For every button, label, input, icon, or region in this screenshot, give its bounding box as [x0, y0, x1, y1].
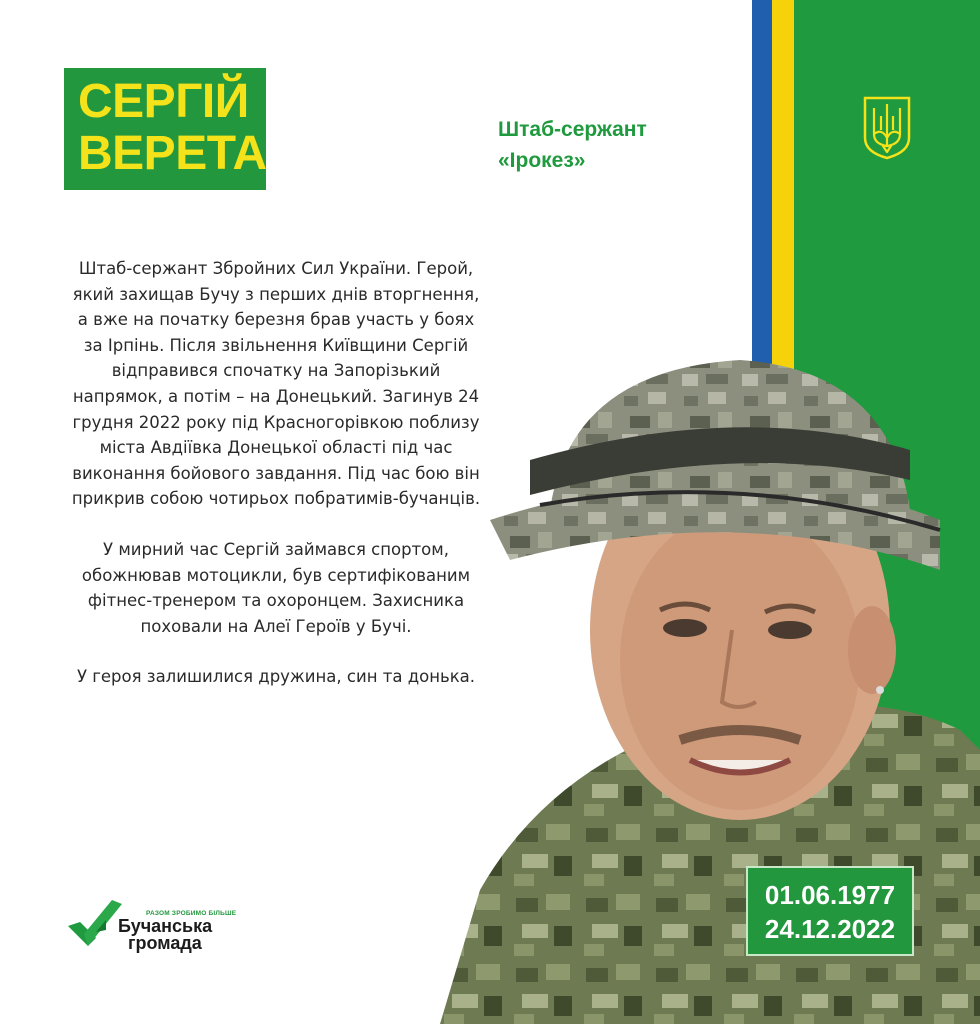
death-date: 24.12.2022 — [764, 914, 896, 944]
logo-check-icon — [66, 896, 124, 956]
biography — [66, 256, 486, 715]
hero-name-block — [64, 68, 266, 190]
bucha-community-logo — [66, 896, 236, 956]
logo-line-1: Бучанська — [118, 916, 213, 936]
birth-date: 01.06.1977 — [764, 880, 896, 910]
hero-last-name: ВЕРЕТА — [78, 127, 267, 180]
rank-callsign — [498, 114, 647, 176]
rank-title: Штаб-сержант — [498, 118, 647, 141]
life-dates — [746, 866, 914, 956]
bio-paragraph-2: У мирний час Сергій займався спортом, обожнював мотоцикли, був сертифікованим фітнес-тренером та охоронцем. Захисника поховали на Алеї Героїв у Бучі. — [81, 539, 471, 636]
hero-first-name: СЕРГІЙ — [78, 75, 249, 128]
bio-paragraph-1: Штаб-сержант Збройних Сил України. Герой, який захищав Бучу з перших днів вторгнення, а вже на початку березня брав участь у боях за Ірпінь. Після звільнення Київщини Сергій відправився спочатку на Запорізький напрямок, а потім – на Донецький. Загинув 24 грудня 2022 року під Красногорівкою поблизу міста Авдіївка Донецької області під час виконання бойового завдання. Під час бою він прикрив собою чотирьох побратимів-бучанців. — [71, 259, 481, 509]
bio-paragraph-3: У героя залишилися дружина, син та донька. — [76, 667, 476, 687]
trident-icon — [862, 94, 912, 160]
logo-line-2: громада — [128, 933, 202, 953]
logo-slogan: РАЗОМ ЗРОБИМО БІЛЬШЕ — [146, 910, 237, 917]
logo-wordmark — [118, 918, 212, 952]
callsign: «Ірокез» — [498, 149, 586, 172]
